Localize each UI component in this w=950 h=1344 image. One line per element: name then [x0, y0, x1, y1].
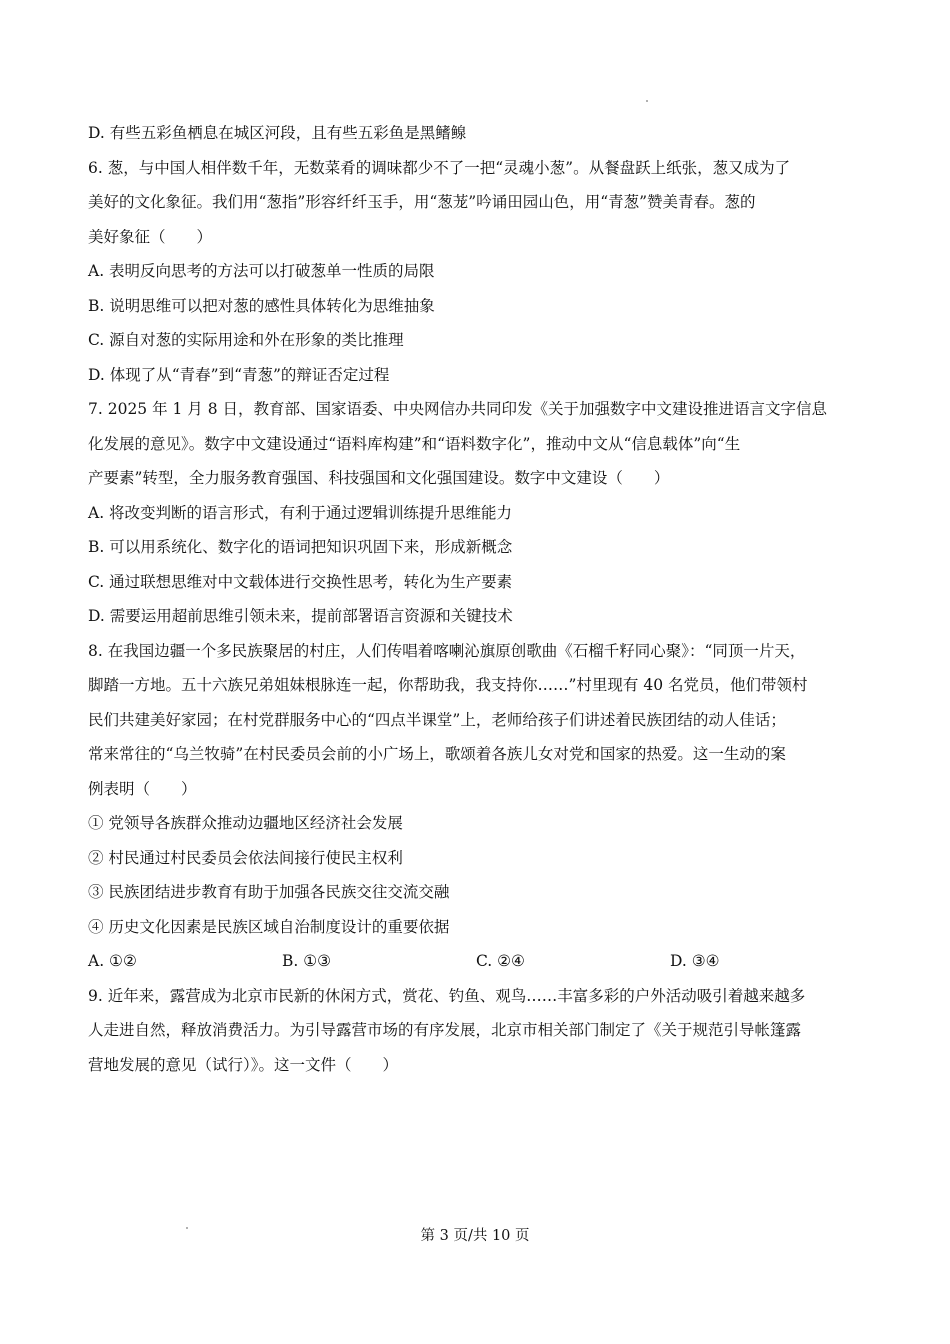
q8-option-b: B. ①③ [282, 952, 332, 970]
q6-stem-line-3: 美好象征（ ） [88, 227, 213, 246]
q6-stem-line-1: 6. 葱，与中国人相伴数千年，无数菜肴的调味都少不了一把“灵魂小葱”。从餐盘跃上纸张，葱又成为了 [88, 158, 791, 177]
q7-option-d: D. 需要运用超前思维引领未来，提前部署语言资源和关键技术 [88, 607, 513, 625]
q8-stem-line-4: 常来常往的“乌兰牧骑”在村民委员会前的小广场上，歌颂着各族儿女对党和国家的热爱。这一生动的案 [88, 745, 786, 763]
q7-stem-line-1: 7. 2025 年 1 月 8 日，教育部、国家语委、中央网信办共同印发《关于加强数字中文建设推进语言文字信息 [88, 400, 828, 418]
q7-stem-line-2: 化发展的意见》。数字中文建设通过“语料库构建”和“语料数字化”，推动中文从“信息载体”向“生 [88, 434, 741, 453]
q6-option-c: C. 源自对葱的实际用途和外在形象的类比推理 [88, 331, 404, 349]
q8-option-a: A. ①② [88, 952, 137, 970]
q8-option-d: D. ③④ [670, 952, 720, 970]
q8-item-4: ④ 历史文化因素是民族区域自治制度设计的重要依据 [88, 917, 450, 936]
q7-option-b: B. 可以用系统化、数字化的语词把知识巩固下来，形成新概念 [88, 538, 513, 556]
q8-stem-line-2: 脚踏一方地。五十六族兄弟姐妹根脉连一起，你帮助我，我支持你……”村里现有 40 名党员，他们带领村 [88, 676, 808, 694]
q9-stem-line-1: 9. 近年来，露营成为北京市民新的休闲方式，赏花、钓鱼、观鸟……丰富多彩的户外活动吸引着越来越多 [88, 986, 806, 1005]
q6-option-b: B. 说明思维可以把对葱的感性具体转化为思维抽象 [88, 296, 435, 315]
q8-stem-line-5: 例表明（ ） [88, 779, 197, 798]
q8-option-c: C. ②④ [476, 952, 525, 970]
q8-stem-line-3: 民们共建美好家园；在村党群服务中心的“四点半课堂”上，老师给孩子们讲述着民族团结的动人佳话； [88, 710, 786, 729]
q6-stem-line-2: 美好的文化象征。我们用“葱指”形容纤纤玉手，用“葱茏”吟诵田园山色，用“青葱”赞美青春。葱的 [88, 193, 756, 211]
q6-option-d: D. 体现了从“青春”到“青葱”的辩证否定过程 [88, 365, 390, 384]
q8-item-1: ① 党领导各族群众推动边疆地区经济社会发展 [88, 814, 403, 832]
q7-option-a: A. 将改变判断的语言形式，有利于通过逻辑训练提升思维能力 [88, 503, 513, 522]
q8-item-3: ③ 民族团结进步教育有助于加强各民族交往交流交融 [88, 883, 450, 901]
q7-option-c: C. 通过联想思维对中文载体进行交换性思考，转化为生产要素 [88, 572, 513, 591]
page-content [88, 116, 864, 1082]
q8-options-row [88, 944, 864, 979]
q5-option-d: D. 有些五彩鱼栖息在城区河段，且有些五彩鱼是黑鳍鳈 [88, 124, 467, 142]
q9-stem-line-2: 人走进自然，释放消费活力。为引导露营市场的有序发展，北京市相关部门制定了《关于规范引导帐篷露 [88, 1021, 802, 1039]
q8-stem-line-1: 8. 在我国边疆一个多民族聚居的村庄，人们传唱着喀喇沁旗原创歌曲《石榴千籽同心聚》：“同顶一片天， [88, 641, 806, 660]
scan-speck [646, 100, 648, 102]
page-number: 第 3 页/共 10 页 [420, 1228, 530, 1244]
q6-option-a: A. 表明反向思考的方法可以打破葱单一性质的局限 [88, 262, 435, 280]
q8-item-2: ② 村民通过村民委员会依法间接行使民主权利 [88, 848, 403, 867]
q7-stem-line-3: 产要素”转型，全力服务教育强国、科技强国和文化强国建设。数字中文建设（ ） [88, 469, 670, 487]
q9-stem-line-3: 营地发展的意见（试行）》。这一文件（ ） [88, 1055, 399, 1074]
page-footer [0, 1224, 950, 1248]
